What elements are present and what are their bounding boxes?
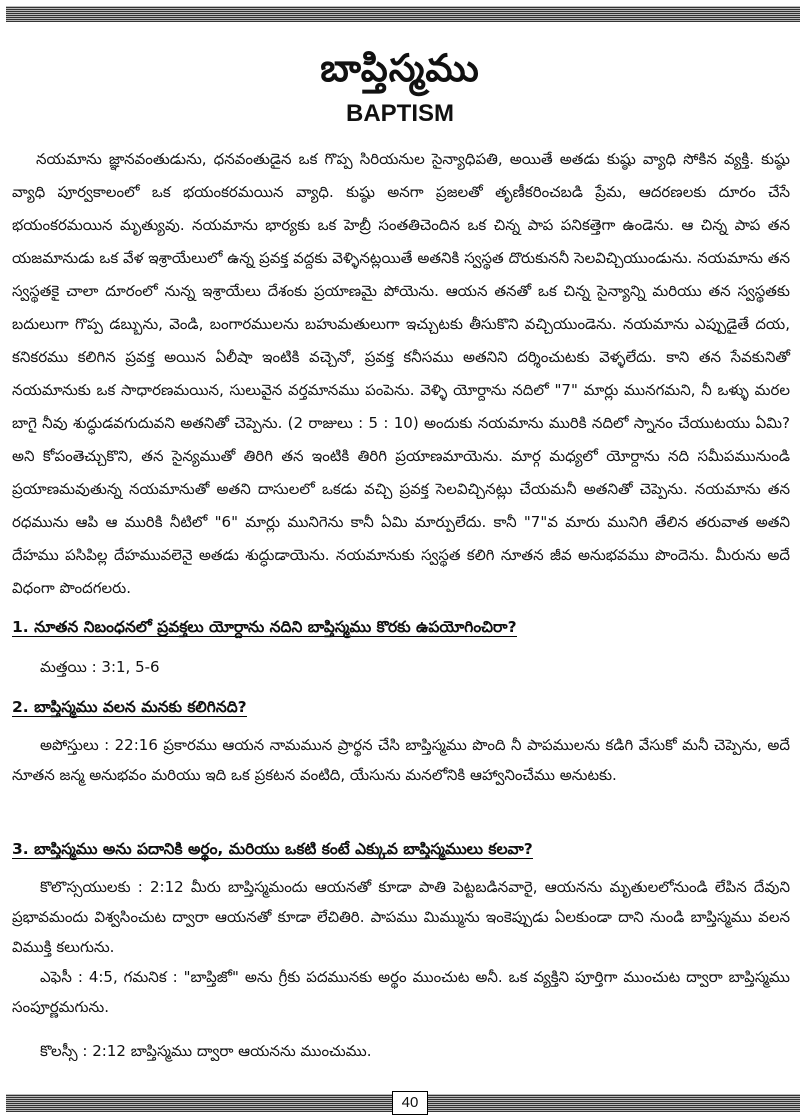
intro-paragraph: నయమాను జ్ఞానవంతుడును, ధనవంతుడైన ఒక గొప్ప సిరియనుల సైన్యాధిపతి, అయితే అతడు కుష్ఠు వ్యాధి సోకిన వ్యక్తి. కుష్ఠు వ్యాధి పూర్వకాలంలో ఒక భయంకరమయిన వ్యాధి. కుష్ఠు అనగా ప్రజలతో తృణీకరించబడి ప్రేమ, ఆదరణలకు దూరం చేసే భయంకరమయిన మృత్యువు. నయమాను భార్యకు ఒక హెబ్రీ సంతతిచెందిన ఒక చిన్న పాప పనికత్తెగా ఉండెను. ఆ చిన్న పాప తన యజమానుడు ఒక వేళ ఇశ్రాయేలులో ఉన్న ప్రవక్త వద్దకు వెళ్ళినట్లయితే అతనికి స్వస్థత దొరుకుననీ సెలవిచ్చియుండును. నయమాను తన స్వస్థతకై చాలా దూరంలో నున్న ఇశ్రాయేలు దేశంకు ప్రయాణమై పోయెను. ఆయన తనతో ఒక చిన్న సైన్యాన్ని మరియు తన స్వస్థతకు బదులుగా గొప్ప డబ్బును, వెండి, బంగారములను బహుమతులుగా ఇచ్చుటకు తీసుకొని వచ్చియుండెను. నయమాను ఎప్పుడైతే దయ, కనికరము కలిగిన ప్రవక్త అయిన ఏలీషా ఇంటికి వచ్చెనో, ప్రవక్త కనీసము అతనిని దర్శించుటకు వెళ్ళలేదు. కాని తన సేవకునితో నయమానుకు ఒక సాధారణమయిన, సులువైన వర్తమానము పంపెను. వెళ్ళి యోర్దాను నదిలో "7" మార్లు మునగమని, నీ ఒళ్ళు మరల బాగై నీవు శుద్ధుడవగుదువని అతనితో చెప్పెను. (2 రాజులు : 5 : 10) అందుకు నయమాను మురికి నదిలో స్నానం చేయుటయు ఏమి? అని కోపంతెచ్చుకొని, తన సైన్యముతో తిరిగి తన ఇంటికి తిరిగి ప్రయాణమాయెను. మార్గ మధ్యలో యోర్దాను నది సమీపమునుండి ప్రయాణమవుతున్న నయమానుతో అతని దాసులలో ఒకడు వచ్చి ప్రవక్త సెలవిచ్చినట్లు చేయమనీ అతనితో చెప్పెను. నయమాను తన రధమును ఆపి ఆ మురికి నీటిలో "6" మార్లు మునిగెను కానీ ఏమి మార్పులేదు. కానీ "7"వ మారు మునిగి తేలిన తరువాత అతని దేహము పసిపిల్ల దేహమువలెనై అతడు శుద్ధుడాయెను. నయమానుకు స్వస్థత కలిగి నూతన జీవ అనుభవము పొందెను. మీరును అదే విధంగా పొందగలరు. bbox=[12, 150, 790, 597]
question-3-heading: 3. బాప్తిస్మము అను పదానికి అర్థం, మరియు ఒకటి కంటే ఎక్కువ బాప్తిస్మములు కలవా? bbox=[12, 840, 533, 858]
question-3-answer-1: కొలొస్సయులకు : 2:12 మీరు బాప్తిస్మమందు ఆయనతో కూడా పాతి పెట్టబడినవారై, ఆయనను మృతులలోనుండి లేపిన దేవుని ప్రభావమందు విశ్వసించుట ద్వారా ఆయనతో కూడా లేచితిరి. పాపము మిమ్మును ఇంకెప్పుడు ఏలకుండా దాని నుండి బాప్తిస్మము వలన విముక్తి కలుగును. bbox=[12, 878, 790, 956]
top-border-band bbox=[6, 6, 800, 22]
question-1-answer: మత్తయి : 3:1, 5-6 bbox=[40, 658, 160, 676]
question-1-heading: 1. నూతన నిబంధనలో ప్రవక్తలు యోర్దాను నదిని బాప్తిస్మము కొరకు ఉపయోగించిరా? bbox=[12, 618, 517, 636]
page-title-telugu: బాప్తిస్మము bbox=[320, 46, 480, 90]
question-3-answer-3: కొలస్సీ : 2:12 బాప్తిస్మము ద్వారా ఆయనను ముంచుము. bbox=[40, 1042, 372, 1060]
page-title-english: BAPTISM bbox=[346, 100, 454, 127]
question-3-answer-2: ఎఫెసీ : 4:5, గమనిక : "బాప్తిజో" అను గ్రీకు పదమునకు అర్థం ముంచుట అనీ. ఒక వ్యక్తిని పూర్తిగా ముంచుట ద్వారా బాప్తిస్మము సంపూర్ణమగును. bbox=[12, 968, 790, 1016]
page-number: 40 bbox=[392, 1091, 428, 1115]
question-2-answer: అపోస్తులు : 22:16 ప్రకారము ఆయన నామమున ప్రార్థన చేసి బాప్తిస్మము పొంది నీ పాపములను కడిగి వేసుకో మనీ చెప్పెను, అదే నూతన జన్మ అనుభవం మరియు ఇది ఒక ప్రకటన వంటిది, యేసును మనలోనికి ఆహ్వానించేము అనుటకు. bbox=[12, 736, 790, 784]
question-2-heading: 2. బాప్తిస్మము వలన మనకు కలిగినది? bbox=[12, 698, 247, 716]
